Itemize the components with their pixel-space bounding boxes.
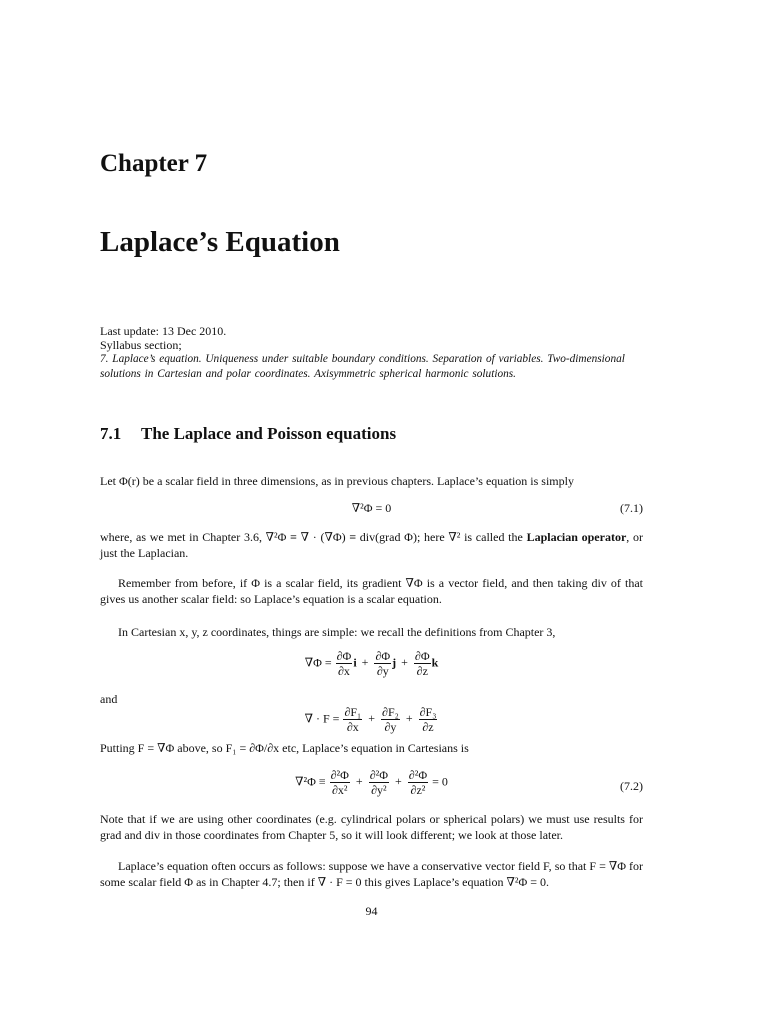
laplacian-term-z: $\frac{\text{∂²Φ}}{\text{∂z²}}$: [408, 768, 428, 797]
unit-vector-j: j: [392, 655, 397, 670]
equation-7-2: ∇²Φ ≡ $\frac{\text{∂²Φ}}{\text{∂x²}}$ + $\frac{\text{∂²Φ}}{\text{∂y²}}$ + $\frac{\text{∂²Φ}}{\text{∂z²}}$ = 0: [295, 768, 448, 797]
paragraph-scalar-field: Remember from before, if Φ is a scalar field, its gradient ∇Φ is a vector field, and then taking div of that gives us another scalar field: so Laplace’s equation is a scalar equation.: [100, 576, 643, 606]
laplacian-term-y: $\frac{\text{∂²Φ}}{\text{∂y²}}$: [369, 768, 389, 797]
chapter-title: Laplace’s Equation: [100, 226, 340, 258]
equation-7-2-number: (7.2): [620, 779, 643, 793]
laplacian-term-x: $\frac{\text{∂²Φ}}{\text{∂x²}}$: [330, 768, 349, 797]
equation-7-2-number-row: [100, 775, 643, 797]
laplacian-rhs: = 0: [432, 774, 448, 789]
last-update: Last update: 13 Dec 2010.: [100, 324, 227, 338]
equation-7-1-body: ∇²Φ = 0: [351, 501, 392, 515]
divergence-term-y: $\frac{\text{∂F₂}}{\partial y}$: [382, 705, 399, 734]
section-title: The Laplace and Poisson equations: [141, 424, 397, 443]
equation-7-1: [100, 497, 643, 519]
document-page: [100, 0, 643, 1024]
gradient-term-y: $\frac{\partial\Phi}{\partial y}$: [375, 649, 391, 678]
laplacian-operator-term: Laplacian operator: [526, 530, 627, 544]
gradient-term-z: $\frac{\partial\Phi}{\partial z}$: [414, 649, 430, 678]
syllabus-heading: Syllabus section;: [100, 338, 182, 352]
laplacian-lhs: ∇²Φ ≡: [295, 774, 326, 789]
unit-vector-k: k: [431, 655, 439, 670]
paragraph-cartesian: In Cartesian x, y, z coordinates, things are simple: we recall the definitions from Chapter 3,: [118, 625, 556, 639]
gradient-lhs: ∇Φ =: [304, 655, 332, 670]
chapter-label: Chapter 7: [100, 150, 208, 177]
divergence-lhs: ∇ · F =: [304, 711, 340, 726]
section-heading: [100, 424, 396, 444]
chapter-meta: [100, 324, 643, 382]
gradient-equation: ∇Φ = $\frac{\partial\Phi}{\partial x}$ i + $\frac{\partial\Phi}{\partial y}$ j + $\frac{\partial\Phi}{\partial z}$ k: [304, 649, 439, 678]
paragraph-conservative-field: Laplace’s equation often occurs as follows: suppose we have a conservative vector field F, so that F = ∇Φ for some scalar field Φ as in Chapter 4.7; then if ∇ · F = 0 this gives Laplace’s equation ∇²Φ = 0.: [100, 859, 643, 889]
paragraph-intro: Let Φ(r) be a scalar field in three dimensions, as in previous chapters. Laplace’s equation is simply: [100, 474, 574, 488]
unit-vector-i: i: [353, 655, 357, 670]
laplacian-def-text-a: where, as we met in Chapter 3.6, ∇²Φ ≡ ∇ · (∇Φ) ≡ div(grad Φ); here ∇² is called the: [100, 530, 527, 544]
paragraph-other-coordinates: Note that if we are using other coordinates (e.g. cylindrical polars or spherical polars) we must use results for grad and div in those coordinates from Chapter 5, so it will look different; we look at those later.: [100, 812, 643, 842]
page-number: 94: [365, 904, 378, 918]
divergence-term-x: $\frac{\text{∂F₁}}{\partial x}$: [344, 705, 362, 734]
paragraph-laplacian-def: [100, 529, 643, 561]
laplacian-def-text-b: , or just the Laplacian.: [100, 530, 643, 560]
syllabus-text: 7. Laplace’s equation. Uniqueness under suitable boundary conditions. Separation of variables. Two-dimensional solutions in Cartesian and polar coordinates. Axisymmetric spherical harmonic solutions.: [100, 353, 625, 380]
gradient-term-x: $\frac{\partial\Phi}{\partial x}$: [336, 649, 352, 678]
paragraph-putting: Putting F = ∇Φ above, so F₁ = ∂Φ/∂x etc, Laplace’s equation in Cartesians is: [100, 741, 469, 755]
paragraph-and: and: [100, 692, 118, 706]
equation-7-1-number: (7.1): [620, 501, 643, 515]
section-number: 7.1: [100, 424, 122, 443]
divergence-term-z: $\frac{\text{∂F₃}}{\partial z}$: [419, 705, 437, 734]
divergence-equation: ∇ · F = $\frac{\text{∂F₁}}{\partial x}$ + $\frac{\text{∂F₂}}{\partial y}$ + $\frac{\text{∂F₃}}{\partial z}$: [304, 705, 437, 734]
